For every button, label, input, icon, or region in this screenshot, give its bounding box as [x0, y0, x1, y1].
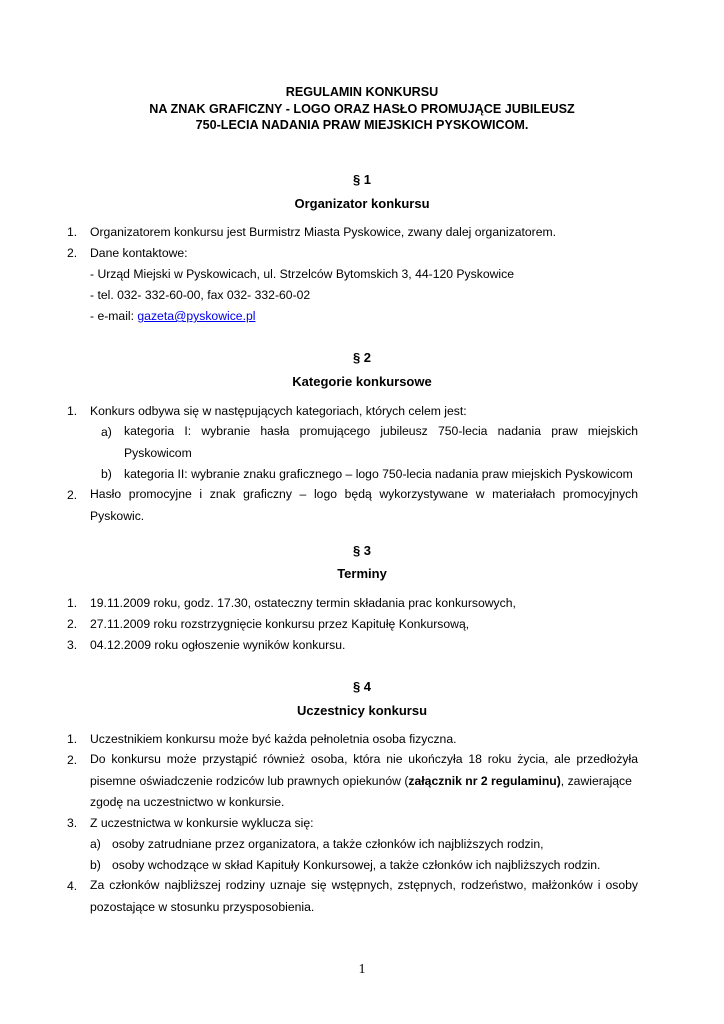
section-4-item-2-line-1: Do konkursu może przystąpić również osoba, która nie ukończyła 18 roku życia, ale przedłożyła [90, 752, 638, 766]
item-number: 3. [67, 816, 78, 830]
item-number: 1. [67, 225, 78, 239]
item-number: 2. [67, 617, 78, 631]
section-2-sub-a-line-1: kategoria I: wybranie hasła promującego jubileusz 750-lecia nadania praw miejskich [124, 424, 638, 438]
section-2-heading: Kategorie konkursowe [292, 374, 432, 389]
section-2-sub-a-line-2: Pyskowicom [124, 446, 192, 460]
section-4-item-2-line-2-text [90, 773, 632, 789]
item-number: 2. [67, 753, 78, 767]
section-4-sub-a: osoby zatrudniane przez organizatora, a także członków ich najbliższych rodzin, [112, 837, 544, 851]
attachment-suffix: , zawierające [560, 774, 632, 788]
sub-item-letter: b) [90, 858, 101, 872]
item-number: 1. [67, 596, 78, 610]
section-2-item-2-line-2: Pyskowic. [90, 509, 145, 523]
attachment-close-paren: ) [556, 774, 561, 788]
section-4-item-2-line-3: zgodę na uczestnictwo w konkursie. [90, 795, 285, 809]
section-3-item-1: 19.11.2009 roku, godz. 17.30, ostateczny termin składania prac konkursowych, [90, 596, 516, 610]
item-number: 1. [67, 732, 78, 746]
section-4-heading: Uczestnicy konkursu [296, 703, 428, 718]
section-4-item-4-line-2: pozostające w stosunku przysposobienia. [90, 900, 315, 914]
title-line-2: NA ZNAK GRAFICZNY - LOGO ORAZ HASŁO PROMUJĄCE JUBILEUSZ [149, 101, 575, 116]
section-4-item-1: Uczestnikiem konkursu może być każda pełnoletnia osoba fizyczna. [90, 732, 457, 746]
sub-item-letter: a) [90, 837, 101, 851]
section-2-sub-b: kategoria II: wybranie znaku graficznego – logo 750-lecia nadania praw miejskich Pyskowicom [124, 467, 633, 481]
section-1-item-2: Dane kontaktowe: [90, 246, 188, 260]
document-title [40, 84, 684, 134]
section-1-number: § 1 [352, 172, 372, 187]
section-4-number: § 4 [352, 679, 372, 694]
sub-item-letter: a) [101, 425, 112, 439]
contact-address: - Urząd Miejski w Pyskowicach, ul. Strzelców Bytomskich 3, 44-120 Pyskowice [90, 267, 514, 281]
contact-email-line [90, 308, 255, 324]
section-4-item-3: Z uczestnictwa w konkursie wyklucza się: [90, 816, 314, 830]
section-3-heading: Terminy [337, 566, 387, 581]
attachment-reference: załącznik nr 2 regulaminu [408, 774, 557, 788]
section-3-item-3: 04.12.2009 roku ogłoszenie wyników konkursu. [90, 638, 346, 652]
section-2-item-2-line-1: Hasło promocyjne i znak graficzny – logo będą wykorzystywane w materiałach promocyjnych [90, 487, 638, 501]
section-1-item-1: Organizatorem konkursu jest Burmistrz Miasta Pyskowice, zwany dalej organizatorem. [90, 225, 557, 239]
section-3-number: § 3 [352, 543, 372, 558]
section-2-item-1: Konkurs odbywa się w następujących kategoriach, których celem jest: [90, 404, 467, 418]
sub-item-letter: b) [101, 467, 112, 481]
item-number: 2. [67, 488, 78, 502]
item-number: 1. [67, 404, 78, 418]
section-1-heading: Organizator konkursu [294, 196, 430, 211]
attachment-prefix: pisemne oświadczenie rodziców lub prawnych opiekunów ( [90, 774, 409, 788]
contact-email-prefix: - e-mail: [90, 309, 138, 323]
title-line-3: 750-LECIA NADANIA PRAW MIEJSKICH PYSKOWICOM. [195, 118, 529, 132]
item-number: 3. [67, 638, 78, 652]
item-number: 4. [67, 879, 78, 893]
section-4-item-2-line-2 [90, 773, 638, 789]
contact-email-link[interactable]: gazeta@pyskowice.pl [137, 309, 256, 323]
section-2-number: § 2 [352, 350, 372, 365]
section-4-sub-b: osoby wchodzące w skład Kapituły Konkursowej, a także członków ich najbliższych rodzin. [112, 858, 601, 872]
section-3-item-2: 27.11.2009 roku rozstrzygnięcie konkursu przez Kapitułę Konkursową, [90, 617, 470, 631]
page-number: 1 [358, 962, 366, 977]
title-line-1: REGULAMIN KONKURSU [285, 85, 439, 99]
section-4-item-4-line-1: Za członków najbliższej rodziny uznaje się wstępnych, zstępnych, rodzeństwo, małżonków i osoby [90, 878, 638, 892]
item-number: 2. [67, 246, 78, 260]
contact-phone: - tel. 032- 332-60-00, fax 032- 332-60-02 [90, 288, 311, 302]
